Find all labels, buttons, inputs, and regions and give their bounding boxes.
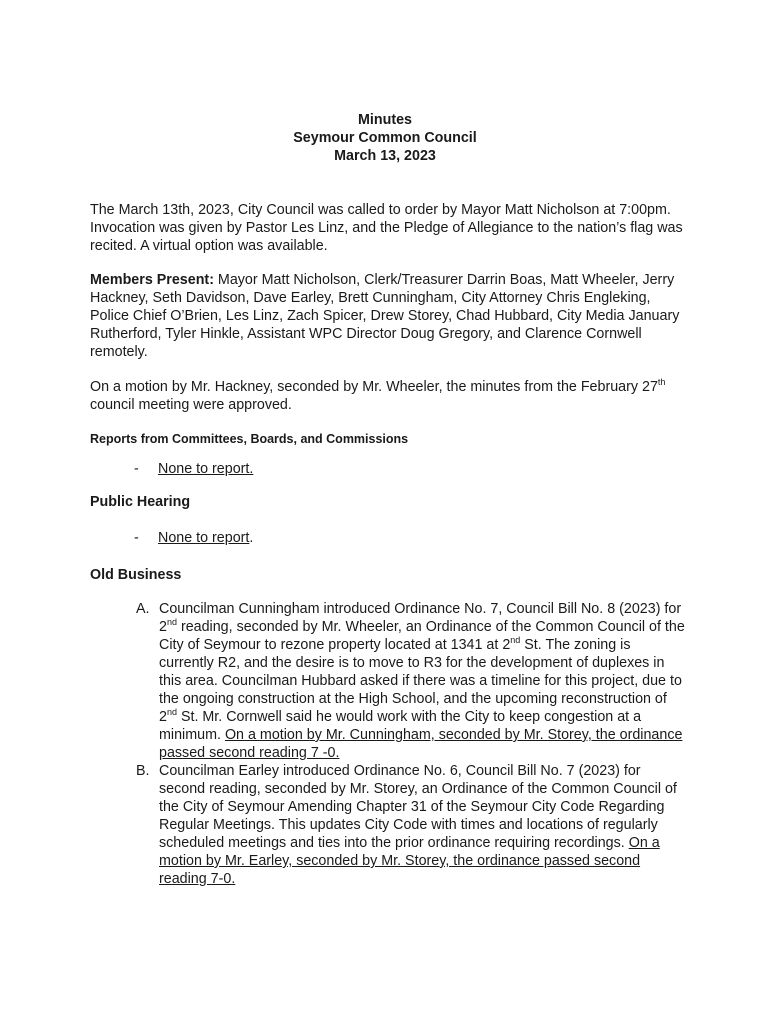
- intro-paragraph: The March 13th, 2023, City Council was called to order by Mayor Matt Nicholson at 7:00pm. Invocation was given by Pastor Les Linz, and the Pledge of Allegiance to the nation’s flag was recited. A virtual option was available.: [90, 202, 683, 254]
- old-business-list: [136, 600, 686, 888]
- old-business-heading: Old Business: [90, 567, 182, 583]
- list-item: [136, 762, 686, 888]
- members-present-list: Mayor Matt Nicholson, Clerk/Treasurer Darrin Boas, Matt Wheeler, Jerry Hackney, Seth Davidson, Dave Earley, Brett Cunningham, City Attorney Chris Engleking, Police Chief O’Brien, Les Linz, Zach Spicer, Drew Storey, Chad Hubbard, City Media January Rutherford, Tyler Hinkle, Assistant WPC Director Doug Gregory, and Clarence Cornwell remotely.: [90, 272, 680, 360]
- ordinal-suffix: nd: [166, 707, 177, 717]
- members-present-paragraph: [90, 271, 690, 361]
- minutes-approval-text-end: council meeting were approved.: [90, 397, 292, 413]
- minutes-approval-text: On a motion by Mr. Hackney, seconded by Mr. Wheeler, the minutes from the February 27: [90, 379, 658, 395]
- reports-item-text: None to report.: [158, 461, 254, 477]
- list-item-text: St. The zoning is currently R2, and the desire is to move to R3 for the development of duplexes in this area. Councilman Hubbard asked if there was a timeline for this project, due to the ongoing construction at the High School, and the upcoming reconstruction of 2: [159, 637, 682, 725]
- list-item-text: St. Mr. Cornwell said he would work with the City to keep congestion at a minimum.: [159, 709, 642, 743]
- ordinal-suffix: nd: [510, 635, 521, 645]
- document-title: Minutes: [357, 112, 412, 128]
- ordinal-suffix: nd: [166, 617, 177, 627]
- public-hearing-item-period: .: [249, 530, 254, 546]
- council-name: Seymour Common Council: [293, 130, 477, 146]
- reports-list-item: [134, 461, 253, 477]
- list-item: [136, 600, 686, 762]
- members-present-label: Members Present:: [90, 272, 214, 288]
- minutes-approval-paragraph: [90, 378, 690, 414]
- motion-result-text: On a motion by Mr. Earley, seconded by Mr. Storey, the ordinance passed second reading 7-0.: [159, 835, 660, 887]
- public-hearing-heading: Public Hearing: [90, 494, 191, 510]
- meeting-date: March 13, 2023: [334, 148, 436, 164]
- document-header: [0, 111, 770, 165]
- list-dash: -: [134, 461, 139, 477]
- list-item-marker: A.: [136, 601, 150, 617]
- ordinal-suffix: th: [657, 377, 666, 387]
- list-item-marker: B.: [136, 763, 150, 779]
- list-item-text: Councilman Earley introduced Ordinance No. 6, Council Bill No. 7 (2023) for second reading, seconded by Mr. Storey, an Ordinance of the Common Council of the City of Seymour Amending Chapter 31 of the Seymour City Code Regarding Regular Meetings. This updates City Code with times and locations of regularly scheduled meetings and ties into the prior ordinance requiring recordings.: [159, 763, 677, 851]
- public-hearing-item-text: None to report: [158, 530, 250, 546]
- list-item-text: reading, seconded by Mr. Wheeler, an Ordinance of the Common Council of the City of Seymour to rezone property located at 1341 at 2: [159, 619, 685, 653]
- motion-result-text: On a motion by Mr. Cunningham, seconded by Mr. Storey, the ordinance passed second reading 7 -0.: [159, 727, 683, 761]
- reports-heading: Reports from Committees, Boards, and Commissions: [90, 432, 409, 446]
- list-item-text: Councilman Cunningham introduced Ordinance No. 7, Council Bill No. 8 (2023) for 2: [159, 601, 682, 635]
- list-dash: -: [134, 530, 139, 546]
- public-hearing-list-item: [134, 530, 253, 546]
